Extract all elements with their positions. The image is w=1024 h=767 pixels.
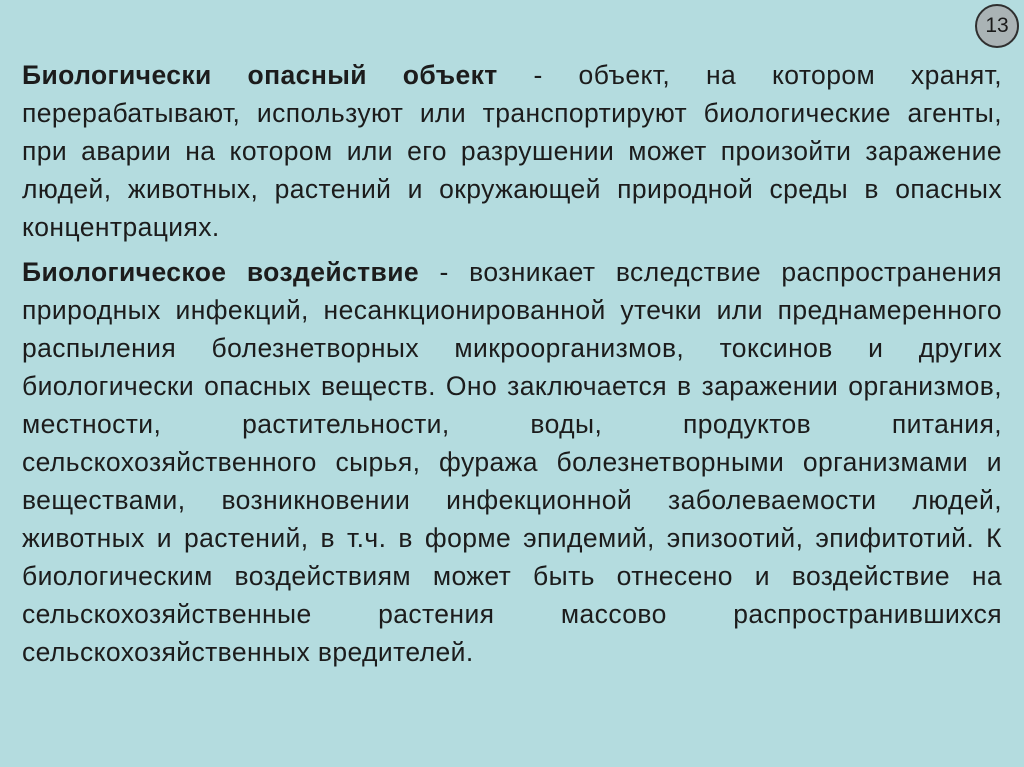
definition-biological-impact	[22, 253, 1002, 671]
slide-number-badge	[975, 4, 1019, 48]
definition-biohazard-object	[22, 56, 1002, 246]
term-biohazard-object: Биологически опасный объект	[22, 60, 498, 90]
slide-number: 13	[985, 14, 1009, 37]
term-biological-impact: Биологическое воздействие	[22, 257, 420, 287]
definition-text-biological-impact: - возникает вследствие распространения природных инфекций, несанкционированной утечки или преднамеренного распыления болезнетворных микроорганизмов, токсинов и других биологически опасных веществ. Оно заключается в заражении организмов, местности, растительности, воды, продуктов питания, сельскохозяйственного сырья, фуража болезнетворными организмами и веществами, возникновении инфекционной заболеваемости людей, животных и растений, в т.ч. в форме эпидемий, эпизоотий, эпифитотий. К биологическим воздействиям может быть отнесено и воздействие на сельскохозяйственные растения массово распространившихся сельскохозяйственных вредителей.	[22, 257, 1002, 667]
slide-body	[22, 56, 1002, 671]
definition-text-biohazard-object: - объект, на котором хранят, перерабатывают, используют или транспортируют биологические агенты, при аварии на котором или его разрушении может произойти заражение людей, животных, растений и окружающей природной среды в опасных концентрациях.	[22, 60, 1002, 242]
